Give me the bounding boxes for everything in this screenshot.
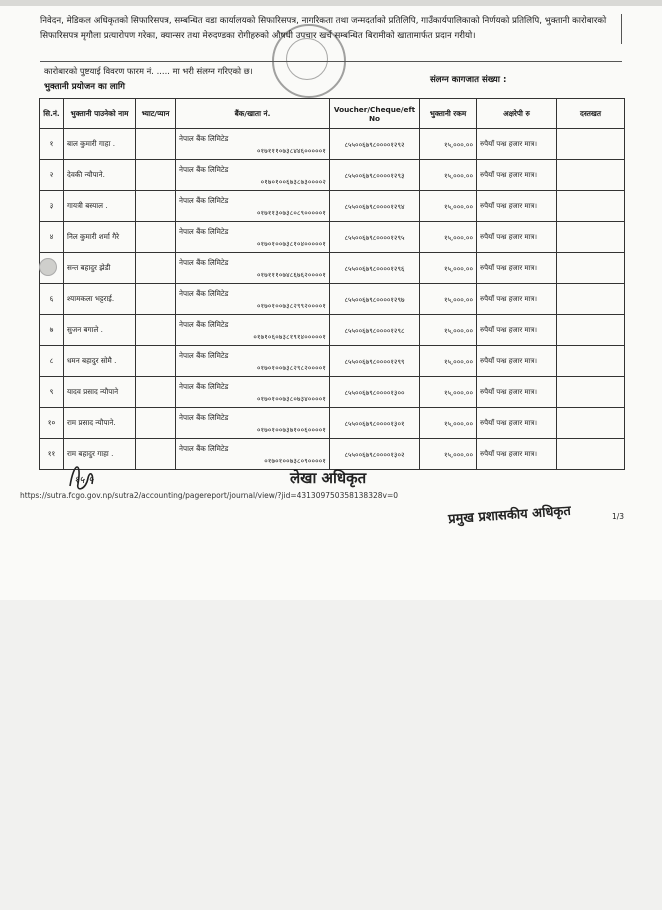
row-payee-name: गायत्री बस्याल . — [64, 191, 136, 222]
row-amount-words: रुपैयाँ पन्ध्र हजार मात्र। — [477, 377, 557, 408]
row-amount: १५,०००.०० — [420, 253, 477, 284]
header-amount-in-words: अक्षरेपी रु — [477, 99, 557, 129]
header-signature: दस्तखत — [557, 99, 625, 129]
row-bank-account — [176, 253, 330, 284]
row-amount-words: रुपैयाँ पन्ध्र हजार मात्र। — [477, 346, 557, 377]
initials-text: १५।५ — [74, 475, 94, 486]
row-bank-account — [176, 160, 330, 191]
row-bank-account — [176, 191, 330, 222]
row-bank-name: नेपाल बैंक लिमिटेड — [179, 381, 229, 391]
row-account-number: ०१७१११०७३८४४६०००००१ — [257, 146, 326, 155]
row-bank-name: नेपाल बैंक लिमिटेड — [179, 226, 229, 236]
row-amount: १५,०००.०० — [420, 191, 477, 222]
row-amount-words: रुपैयाँ पन्ध्र हजार मात्र। — [477, 253, 557, 284]
header-voucher-no: Voucher/Cheque/eft No — [330, 99, 420, 129]
row-payee-name: राम प्रसाद न्यौपाने. — [64, 408, 136, 439]
row-serial: ३ — [40, 191, 64, 222]
row-account-number: ०१७०१००७३८२९८२००००१ — [257, 363, 326, 372]
row-bank-name: नेपाल बैंक लिमिटेड — [179, 443, 229, 453]
row-signature — [557, 377, 625, 408]
row-amount-words: रुपैयाँ पन्ध्र हजार मात्र। — [477, 222, 557, 253]
row-bank-name: नेपाल बैंक लिमिटेड — [179, 412, 229, 422]
row-vat-pan — [136, 191, 176, 222]
verification-form-line: कारोबारको पुष्टयाई विवरण फारम नं. ..... मा भरी संलग्न गरिएको छ। — [44, 66, 253, 76]
row-vat-pan — [136, 315, 176, 346]
row-vat-pan — [136, 377, 176, 408]
row-bank-account — [176, 222, 330, 253]
footer-url: https://sutra.fcgo.gov.np/sutra2/accounting/pagereport/journal/view/?jid=431309750358138328v=0 — [20, 491, 399, 500]
row-payee-name: श्यामकला भट्टराई. — [64, 284, 136, 315]
row-amount: १५,०००.०० — [420, 284, 477, 315]
table-row — [40, 377, 625, 408]
row-bank-account — [176, 377, 330, 408]
row-bank-account — [176, 439, 330, 470]
punch-hole — [39, 258, 57, 276]
header-serial: सि.नं. — [40, 99, 64, 129]
payment-purpose-label: भुक्तानी प्रयोजन का लागि — [44, 82, 125, 92]
chief-admin-officer-signature: प्रमुख प्रशासकीय अधिकृत — [447, 503, 572, 528]
row-account-number: ०१७०१००७३८१०४०००००१ — [257, 239, 326, 248]
row-bank-name: नेपाल बैंक लिमिटेड — [179, 133, 229, 143]
row-serial: ८ — [40, 346, 64, 377]
table-row — [40, 253, 625, 284]
row-amount: १५,०००.०० — [420, 160, 477, 191]
row-serial: ४ — [40, 222, 64, 253]
row-serial: ११ — [40, 439, 64, 470]
row-amount: १५,०००.०० — [420, 408, 477, 439]
row-serial: १० — [40, 408, 64, 439]
row-account-number: ०१७०१००७३७१००६००००१ — [257, 425, 326, 434]
table-header-row — [40, 99, 625, 129]
row-voucher-no: ८५५००६७९८००००१३०२ — [330, 439, 420, 470]
row-payee-name: सुजन बगाले . — [64, 315, 136, 346]
page-top-edge — [0, 0, 662, 6]
accounts-officer-signature: लेखा अधिकृत — [290, 469, 367, 487]
row-payee-name: देवकी न्यौपाने. — [64, 160, 136, 191]
row-serial: ६ — [40, 284, 64, 315]
attachments-count-label: संलग्न कागजात संख्या : — [430, 75, 507, 85]
row-bank-name: नेपाल बैंक लिमिटेड — [179, 350, 229, 360]
table-row — [40, 284, 625, 315]
row-payee-name: यादव प्रसाद न्यौपाने — [64, 377, 136, 408]
row-bank-account — [176, 129, 330, 160]
row-bank-name: नेपाल बैंक लिमिटेड — [179, 319, 229, 329]
row-amount-words: रुपैयाँ पन्ध्र हजार मात्र। — [477, 315, 557, 346]
row-signature — [557, 284, 625, 315]
row-payee-name: राम बहादुर गाहा . — [64, 439, 136, 470]
row-account-number: ०१७११३०७३८०८९०००००१ — [257, 208, 326, 217]
row-voucher-no: ८५५००६७९८००००१३०१ — [330, 408, 420, 439]
row-signature — [557, 253, 625, 284]
row-amount-words: रुपैयाँ पन्ध्र हजार मात्र। — [477, 284, 557, 315]
row-bank-name: नेपाल बैंक लिमिटेड — [179, 195, 229, 205]
row-serial: १ — [40, 129, 64, 160]
table-row — [40, 160, 625, 191]
row-payee-name: बाल कुमारी गाहा . — [64, 129, 136, 160]
row-voucher-no: ८५५००६७९८००००१२९४ — [330, 191, 420, 222]
row-account-number: ०१७०१००७३८०७३४००००१ — [257, 394, 326, 403]
row-serial: ७ — [40, 315, 64, 346]
row-amount: १५,०००.०० — [420, 346, 477, 377]
row-serial: २ — [40, 160, 64, 191]
row-signature — [557, 439, 625, 470]
row-account-number: ०१७०१००६७३८७३००००२ — [260, 177, 326, 186]
row-vat-pan — [136, 129, 176, 160]
header-payee-name: भुक्तानी पाउनेको नाम — [64, 99, 136, 129]
office-seal-inner-ring — [286, 38, 328, 80]
row-bank-account — [176, 346, 330, 377]
row-signature — [557, 346, 625, 377]
table-row — [40, 408, 625, 439]
row-amount: १५,०००.०० — [420, 129, 477, 160]
row-voucher-no: ८५५००६७९८००००१२९७ — [330, 284, 420, 315]
row-voucher-no: ८५५००६७९८००००१२९५ — [330, 222, 420, 253]
row-amount-words: रुपैयाँ पन्ध्र हजार मात्र। — [477, 160, 557, 191]
row-amount-words: रुपैयाँ पन्ध्र हजार मात्र। — [477, 191, 557, 222]
row-vat-pan — [136, 160, 176, 191]
payment-table — [39, 98, 625, 470]
row-serial: ९ — [40, 377, 64, 408]
row-voucher-no: ८५५००६७९८००००१२९९ — [330, 346, 420, 377]
row-account-number: ०१७१०६०७३८१९१४०००००१ — [253, 332, 326, 341]
row-payee-name: निल कुमारी शर्मा गैरे — [64, 222, 136, 253]
row-signature — [557, 129, 625, 160]
row-amount: १५,०००.०० — [420, 315, 477, 346]
row-vat-pan — [136, 222, 176, 253]
row-bank-account — [176, 284, 330, 315]
intro-paragraph: निवेदन, मेडिकल अधिकृतको सिफारिसपत्र, सम्बन्धित वडा कार्यालयको सिफारिसपत्र, नागरिकता तथा जन्मदर्ताको प्रतिलिपि, गाउँकार्यपालिकाको निर्णयको प्रतिलिपि, भुक्तानी कारोबारको सिफारिसपत्र मृगौला प्रत्यारोपण गरेका, क्यान्सर तथा मेरुदण्डका रोगीहरुको औषधी उपचार खर्च सम्बन्धित बिरामीको खातामार्फत प्रदान गरीयो। — [40, 14, 622, 44]
row-account-number: ०१७०१००७३८०९००००१ — [264, 456, 326, 465]
row-account-number: ०१७१११०७४८६७६२००००१ — [257, 270, 326, 279]
row-amount-words: रुपैयाँ पन्ध्र हजार मात्र। — [477, 408, 557, 439]
row-amount-words: रुपैयाँ पन्ध्र हजार मात्र। — [477, 439, 557, 470]
intro-box-divider — [40, 61, 622, 62]
table-row — [40, 346, 625, 377]
table-row — [40, 191, 625, 222]
row-voucher-no: ८५५००६७९८००००१२९८ — [330, 315, 420, 346]
row-amount-words: रुपैयाँ पन्ध्र हजार मात्र। — [477, 129, 557, 160]
header-vat-pan: भ्याट/प्यान — [136, 99, 176, 129]
row-amount: १५,०००.०० — [420, 222, 477, 253]
row-bank-account — [176, 315, 330, 346]
row-vat-pan — [136, 346, 176, 377]
row-signature — [557, 222, 625, 253]
row-vat-pan — [136, 253, 176, 284]
row-voucher-no: ८५५००६७९८००००१२९३ — [330, 160, 420, 191]
page-number: 1/3 — [612, 512, 625, 521]
row-signature — [557, 315, 625, 346]
row-amount: १५,०००.०० — [420, 439, 477, 470]
row-bank-account — [176, 408, 330, 439]
row-signature — [557, 191, 625, 222]
row-vat-pan — [136, 284, 176, 315]
row-bank-name: नेपाल बैंक लिमिटेड — [179, 164, 229, 174]
row-signature — [557, 160, 625, 191]
row-bank-name: नेपाल बैंक लिमिटेड — [179, 288, 229, 298]
table-row — [40, 315, 625, 346]
table-row — [40, 439, 625, 470]
row-bank-name: नेपाल बैंक लिमिटेड — [179, 257, 229, 267]
row-payee-name: सन्त बहादुर झेडी — [64, 253, 136, 284]
table-row — [40, 129, 625, 160]
header-payment-amount: भुक्तानी रकम — [420, 99, 477, 129]
row-amount: १५,०००.०० — [420, 377, 477, 408]
row-vat-pan — [136, 439, 176, 470]
row-signature — [557, 408, 625, 439]
table-row — [40, 222, 625, 253]
header-bank-account: बैंक/खाता नं. — [176, 99, 330, 129]
row-vat-pan — [136, 408, 176, 439]
row-payee-name: धमन बहादुर सोमै . — [64, 346, 136, 377]
row-voucher-no: ८५५००६७९८००००१३०० — [330, 377, 420, 408]
row-voucher-no: ८५५००६७९८००००१२९६ — [330, 253, 420, 284]
row-account-number: ०१७०१००७३८२९९२००००१ — [257, 301, 326, 310]
row-voucher-no: ८५५००६७९८००००१२९२ — [330, 129, 420, 160]
